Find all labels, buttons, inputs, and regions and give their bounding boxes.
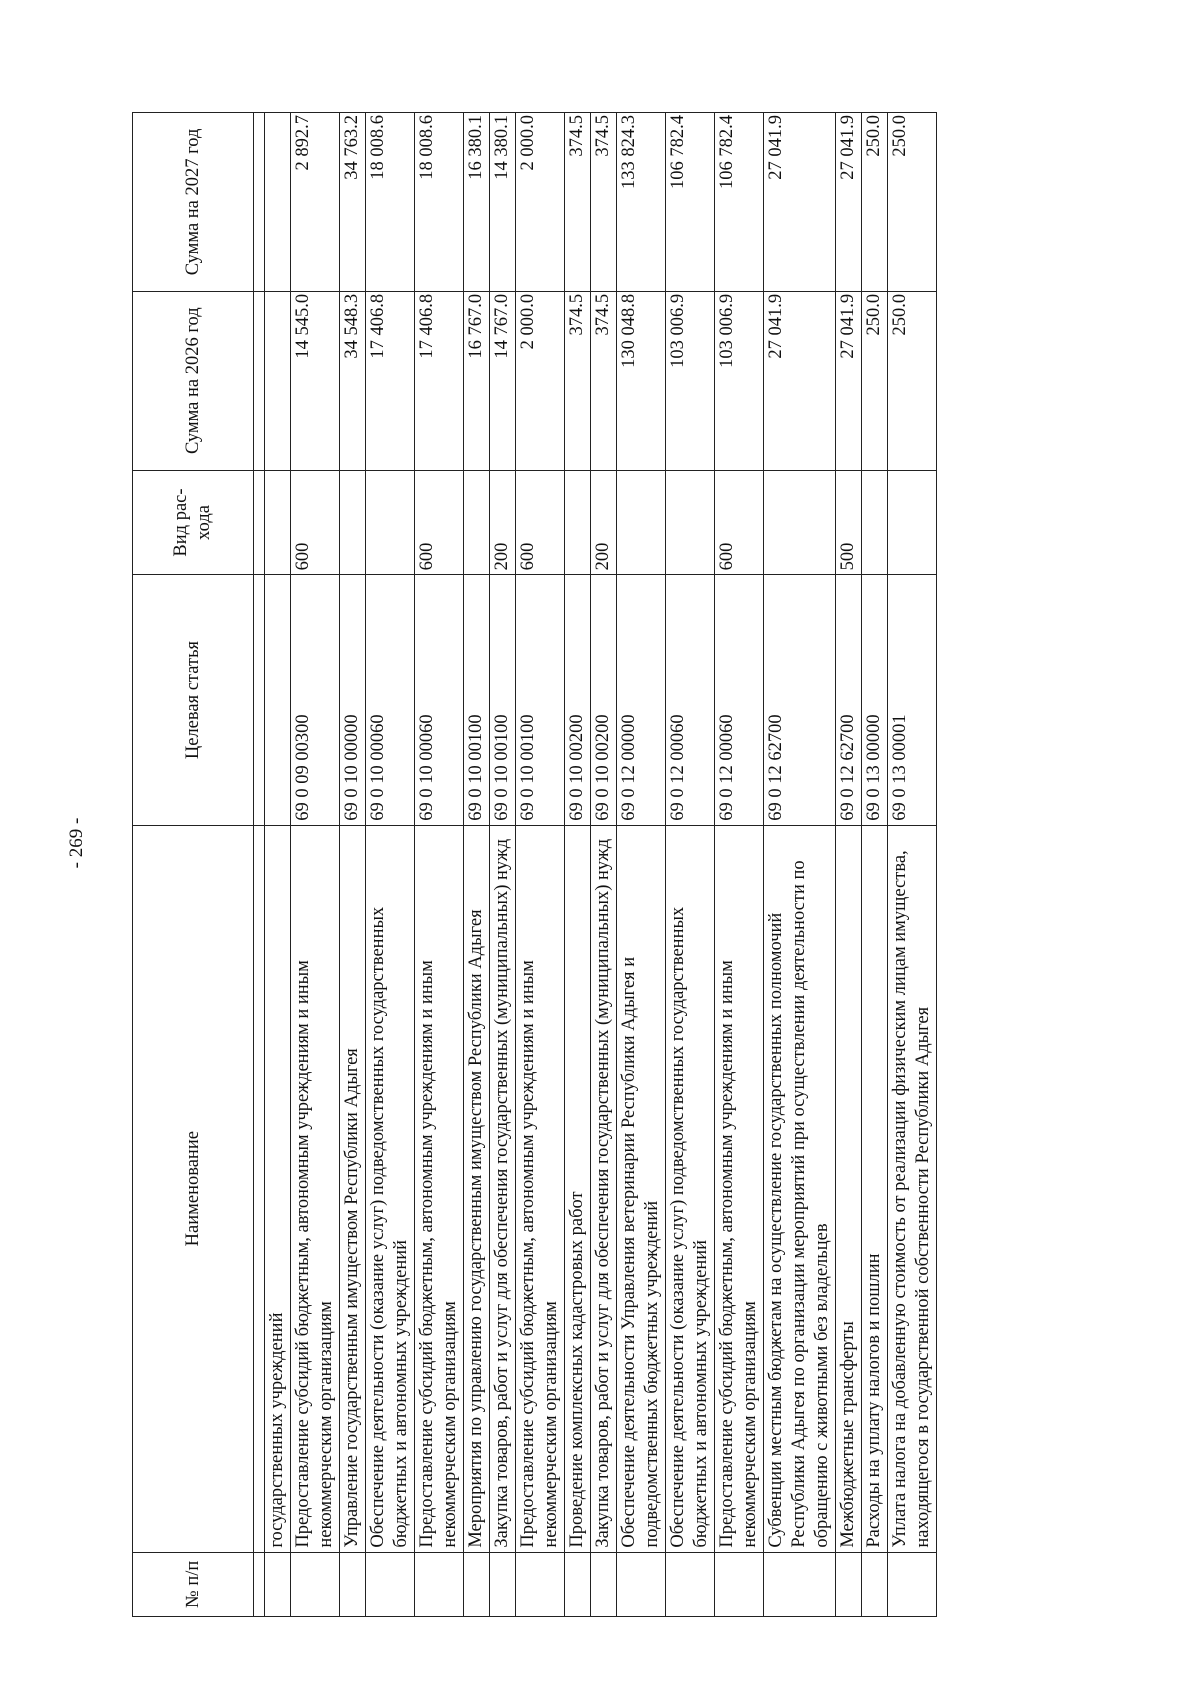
- cell-num: [490, 1552, 516, 1616]
- cell-num: [565, 1552, 591, 1616]
- cell-sum-2026: 27 041.9: [764, 291, 836, 470]
- cell-sum-2027: 2 000.0: [516, 113, 565, 292]
- cell-sum-2026: 250.0: [888, 291, 937, 470]
- cell-vid: 200: [490, 470, 516, 575]
- cell-vid: 600: [415, 470, 464, 575]
- table-row: [415, 113, 464, 1617]
- cell-num: [888, 1552, 937, 1616]
- cell-code: 69 0 12 62700: [764, 575, 836, 825]
- cell-code: 69 0 10 00100: [516, 575, 565, 825]
- spacer-cell: [254, 1552, 265, 1616]
- cell-vid: 600: [291, 470, 340, 575]
- table-row: [666, 113, 715, 1617]
- table-row: [340, 113, 366, 1617]
- cell-code: 69 0 10 00100: [464, 575, 490, 825]
- table-row: [888, 113, 937, 1617]
- cell-sum-2027: [265, 113, 291, 292]
- cell-name: Проведение комплексных кадастровых работ: [565, 825, 591, 1552]
- cell-sum-2027: 18 008.6: [415, 113, 464, 292]
- cell-code: 69 0 09 00300: [291, 575, 340, 825]
- cell-num: [366, 1552, 415, 1616]
- cell-name: Расходы на уплату налогов и пошлин: [862, 825, 888, 1552]
- spacer-cell: [254, 575, 265, 825]
- cell-code: 69 0 13 00001: [888, 575, 937, 825]
- header-spacer-row: [254, 113, 265, 1617]
- budget-table: [132, 112, 937, 1617]
- cell-num: [516, 1552, 565, 1616]
- table-row: [715, 113, 764, 1617]
- cell-sum-2027: 133 824.3: [617, 113, 666, 292]
- cell-vid: [862, 470, 888, 575]
- cell-vid: 500: [836, 470, 862, 575]
- cell-sum-2026: 34 548.3: [340, 291, 366, 470]
- header-code: Целевая статья: [133, 575, 254, 825]
- cell-num: [715, 1552, 764, 1616]
- cell-sum-2027: 106 782.4: [666, 113, 715, 292]
- cell-num: [591, 1552, 617, 1616]
- cell-name: Мероприятия по управлению государственным имуществом Республики Адыгея: [464, 825, 490, 1552]
- header-sum-2026: Сумма на 2026 год: [133, 291, 254, 470]
- cell-name: Предоставление субсидий бюджетным, автономным учреждениям и иным некоммерческим организациям: [516, 825, 565, 1552]
- page-number: - 269 -: [66, 817, 87, 869]
- cell-name: Обеспечение деятельности Управления ветеринарии Республики Адыгея и подведомственных бюджетных учреждений: [617, 825, 666, 1552]
- cell-name: Обеспечение деятельности (оказание услуг) подведомственных государственных бюджетных и автономных учреждений: [366, 825, 415, 1552]
- cell-name: Предоставление субсидий бюджетным, автономным учреждениям и иным некоммерческим организациям: [415, 825, 464, 1552]
- cell-code: 69 0 12 00060: [666, 575, 715, 825]
- cell-name: Межбюджетные трансферты: [836, 825, 862, 1552]
- table-row: [836, 113, 862, 1617]
- cell-sum-2027: 250.0: [888, 113, 937, 292]
- table-row: [862, 113, 888, 1617]
- cell-sum-2027: 250.0: [862, 113, 888, 292]
- cell-sum-2026: 14 545.0: [291, 291, 340, 470]
- cell-sum-2027: 14 380.1: [490, 113, 516, 292]
- table-row: [617, 113, 666, 1617]
- table-row: [490, 113, 516, 1617]
- cell-sum-2026: 130 048.8: [617, 291, 666, 470]
- cell-vid: 200: [591, 470, 617, 575]
- cell-num: [862, 1552, 888, 1616]
- header-sum-2027: Сумма на 2027 год: [133, 113, 254, 292]
- cell-name: Уплата налога на добавленную стоимость от реализации физическим лицам имущества, находящегося в государственной собственности Республики Адыгея: [888, 825, 937, 1552]
- cell-num: [291, 1552, 340, 1616]
- cell-code: [265, 575, 291, 825]
- spacer-cell: [254, 825, 265, 1552]
- cell-num: [836, 1552, 862, 1616]
- spacer-cell: [254, 470, 265, 575]
- cell-sum-2026: 17 406.8: [366, 291, 415, 470]
- table-row: [764, 113, 836, 1617]
- cell-name: Закупка товаров, работ и услуг для обеспечения государственных (муниципальных) нужд: [490, 825, 516, 1552]
- cell-sum-2026: 14 767.0: [490, 291, 516, 470]
- cell-num: [265, 1552, 291, 1616]
- cell-vid: [340, 470, 366, 575]
- header-num: № п/п: [133, 1552, 254, 1616]
- cell-code: 69 0 10 00200: [565, 575, 591, 825]
- table-row: [591, 113, 617, 1617]
- cell-code: 69 0 13 00000: [862, 575, 888, 825]
- table-row: [516, 113, 565, 1617]
- cell-sum-2027: 374.5: [565, 113, 591, 292]
- cell-sum-2026: 374.5: [591, 291, 617, 470]
- cell-vid: [265, 470, 291, 575]
- cell-vid: [617, 470, 666, 575]
- cell-sum-2027: 18 008.6: [366, 113, 415, 292]
- cell-sum-2027: 374.5: [591, 113, 617, 292]
- table-row: [265, 113, 291, 1617]
- cell-vid: [666, 470, 715, 575]
- cell-sum-2027: 16 380.1: [464, 113, 490, 292]
- cell-vid: [565, 470, 591, 575]
- cell-name: Закупка товаров, работ и услуг для обеспечения государственных (муниципальных) нужд: [591, 825, 617, 1552]
- cell-vid: 600: [715, 470, 764, 575]
- header-row: [133, 113, 254, 1617]
- table-row: [464, 113, 490, 1617]
- cell-vid: 600: [516, 470, 565, 575]
- cell-sum-2026: 16 767.0: [464, 291, 490, 470]
- table-row: [291, 113, 340, 1617]
- table-body: [265, 113, 937, 1617]
- cell-name: Субвенции местным бюджетам на осуществление государственных полномочий Республики Адыгея по организации мероприятий при осуществлении деятельности по обращению с животными без владельцев: [764, 825, 836, 1552]
- cell-vid: [366, 470, 415, 575]
- header-name: Наименование: [133, 825, 254, 1552]
- cell-code: 69 0 12 62700: [836, 575, 862, 825]
- cell-sum-2027: 106 782.4: [715, 113, 764, 292]
- cell-sum-2026: 250.0: [862, 291, 888, 470]
- budget-table-rotated: [132, 112, 1088, 1617]
- cell-num: [617, 1552, 666, 1616]
- table-row: [565, 113, 591, 1617]
- cell-code: 69 0 12 00000: [617, 575, 666, 825]
- cell-num: [666, 1552, 715, 1616]
- cell-sum-2026: 27 041.9: [836, 291, 862, 470]
- spacer-cell: [254, 291, 265, 470]
- cell-code: 69 0 10 00100: [490, 575, 516, 825]
- cell-code: 69 0 10 00060: [366, 575, 415, 825]
- header-vid: Вид рас-хода: [133, 470, 254, 575]
- cell-name: государственных учреждений: [265, 825, 291, 1552]
- cell-sum-2026: 374.5: [565, 291, 591, 470]
- cell-sum-2027: 2 892.7: [291, 113, 340, 292]
- cell-name: Предоставление субсидий бюджетным, автономным учреждениям и иным некоммерческим организациям: [715, 825, 764, 1552]
- cell-sum-2027: 27 041.9: [764, 113, 836, 292]
- cell-sum-2026: 2 000.0: [516, 291, 565, 470]
- cell-sum-2027: 27 041.9: [836, 113, 862, 292]
- cell-code: 69 0 10 00000: [340, 575, 366, 825]
- cell-num: [340, 1552, 366, 1616]
- spacer-cell: [254, 113, 265, 292]
- cell-name: Управление государственным имуществом Республики Адыгея: [340, 825, 366, 1552]
- table-row: [366, 113, 415, 1617]
- cell-code: 69 0 12 00060: [715, 575, 764, 825]
- cell-sum-2027: 34 763.2: [340, 113, 366, 292]
- cell-vid: [464, 470, 490, 575]
- cell-code: 69 0 10 00200: [591, 575, 617, 825]
- cell-sum-2026: 103 006.9: [666, 291, 715, 470]
- cell-vid: [888, 470, 937, 575]
- cell-name: Предоставление субсидий бюджетным, автономным учреждениям и иным некоммерческим организациям: [291, 825, 340, 1552]
- cell-vid: [764, 470, 836, 575]
- cell-name: Обеспечение деятельности (оказание услуг) подведомственных государственных бюджетных и автономных учреждений: [666, 825, 715, 1552]
- cell-num: [415, 1552, 464, 1616]
- cell-sum-2026: 103 006.9: [715, 291, 764, 470]
- cell-sum-2026: 17 406.8: [415, 291, 464, 470]
- cell-sum-2026: [265, 291, 291, 470]
- cell-code: 69 0 10 00060: [415, 575, 464, 825]
- cell-num: [464, 1552, 490, 1616]
- cell-num: [764, 1552, 836, 1616]
